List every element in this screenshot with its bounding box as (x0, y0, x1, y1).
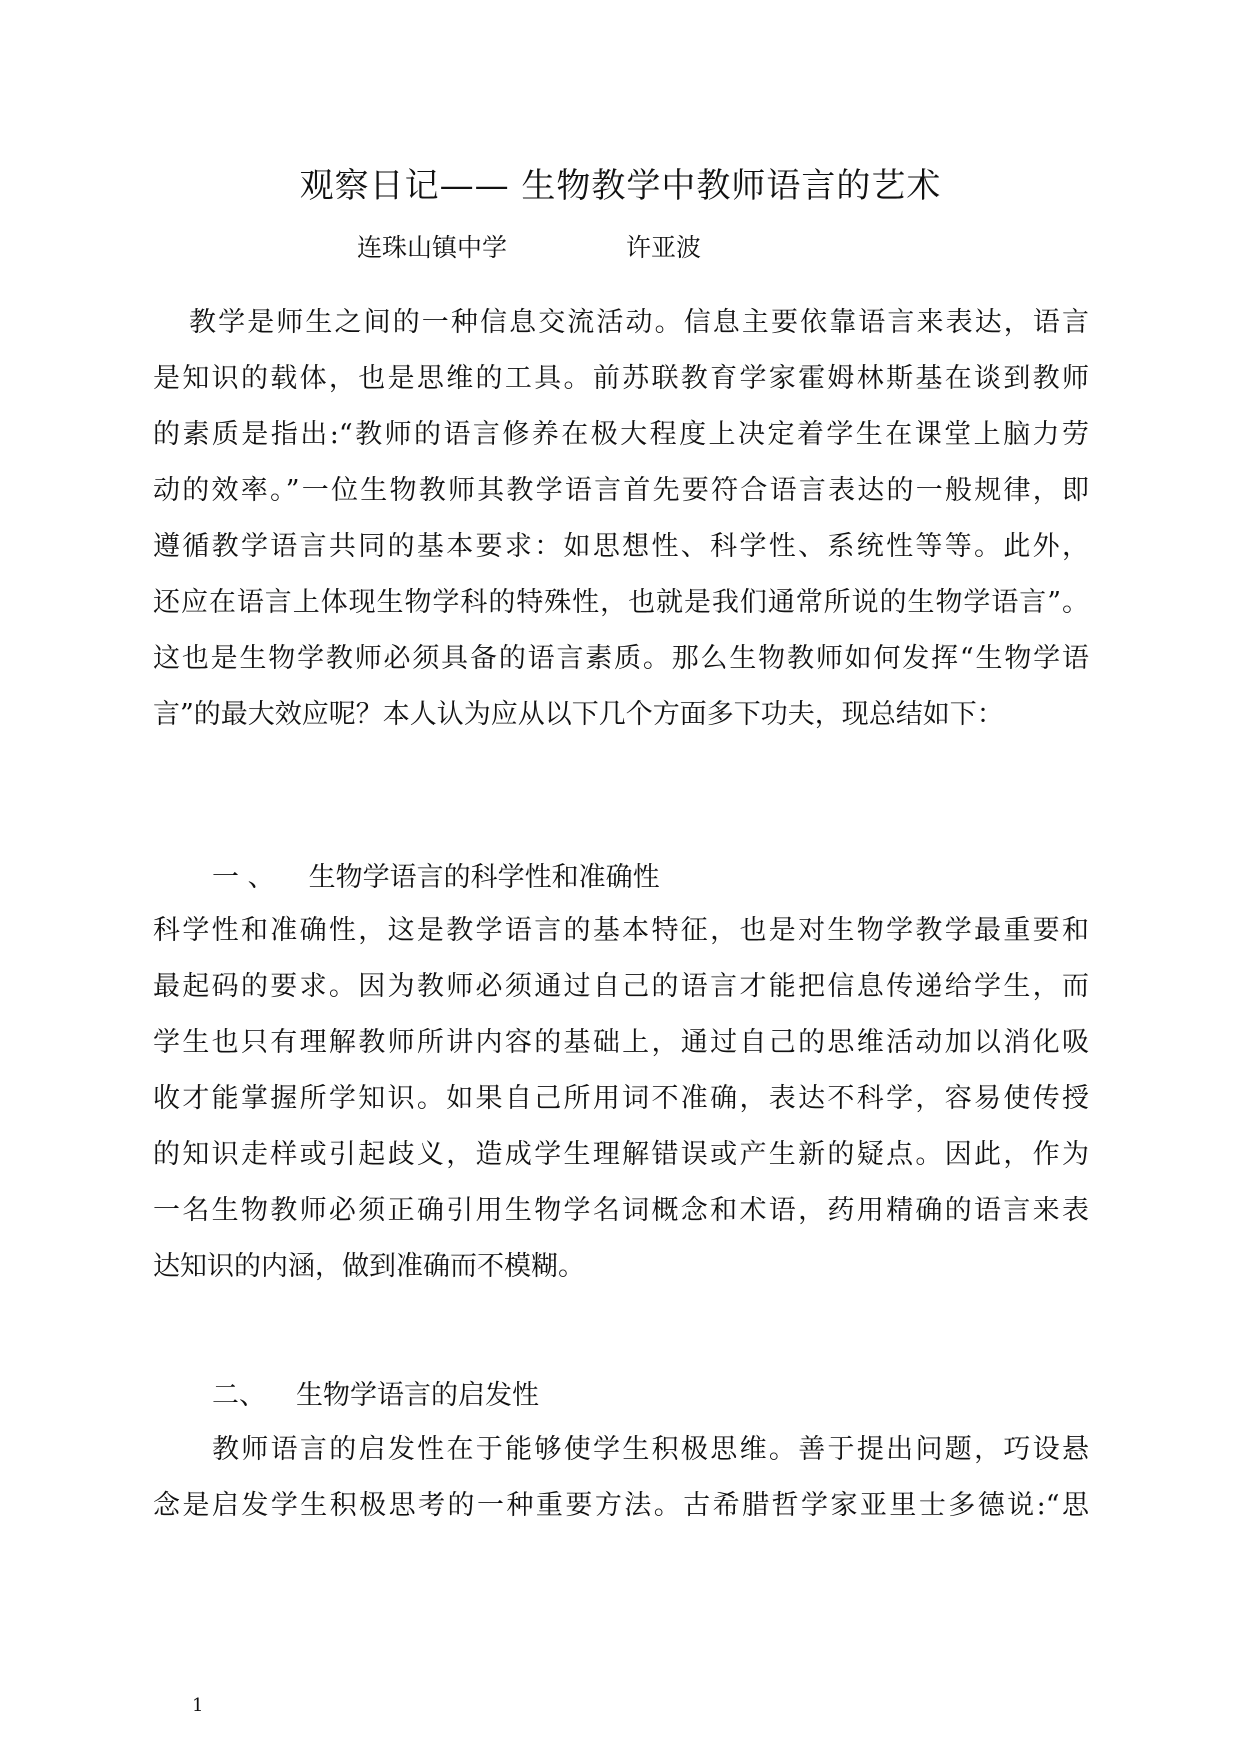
paragraph-2-line: 一名生物教师必须正确引用生物学名词概念和术语，药用精确的语言来表 (153, 1195, 1089, 1226)
paragraph-2-line: 科学性和准确性，这是教学语言的基本特征，也是对生物学教学最重要和 (153, 915, 1089, 946)
paragraph-1-line: 的素质是指出:“教师的语言修养在极大程度上决定着学生在课堂上脑力劳 (153, 419, 1089, 450)
paragraph-1-line: 这也是生物学教师必须具备的语言素质。那么生物教师如何发挥“生物学语 (153, 643, 1089, 674)
paragraph-1-line: 言”的最大效应呢？本人认为应从以下几个方面多下功夫，现总结如下： (153, 699, 1004, 730)
paragraph-2-line: 收才能掌握所学知识。如果自己所用词不准确，表达不科学，容易使传授 (153, 1083, 1089, 1114)
section-2-number: 二、 (212, 1380, 266, 1411)
paragraph-2-line: 的知识走样或引起歧义，造成学生理解错误或产生新的疑点。因此，作为 (153, 1139, 1089, 1170)
page-number: 1 (192, 1695, 204, 1716)
paragraph-1-line: 还应在语言上体现生物学科的特殊性，也就是我们通常所说的生物学语言”。 (153, 587, 1089, 618)
paragraph-1-line: 是知识的载体，也是思维的工具。前苏联教育学家霍姆林斯基在谈到教师 (153, 363, 1089, 394)
paragraph-1-line: 遵循教学语言共同的基本要求：如思想性、科学性、系统性等等。此外， (153, 531, 1089, 562)
paragraph-3-line: 念是启发学生积极思考的一种重要方法。古希腊哲学家亚里士多德说:“思 (153, 1490, 1089, 1521)
document-title: 观察日记—— 生物教学中教师语言的艺术 (299, 166, 942, 206)
section-2-title: 生物学语言的启发性 (296, 1380, 539, 1411)
paragraph-2-line: 学生也只有理解教师所讲内容的基础上，通过自己的思维活动加以消化吸 (153, 1027, 1089, 1058)
section-1-number: 一 、 (212, 862, 275, 893)
paragraph-2-line: 达知识的内涵，做到准确而不模糊。 (153, 1251, 585, 1282)
section-1-heading (212, 855, 660, 894)
paragraph-2-line: 最起码的要求。因为教师必须通过自己的语言才能把信息传递给学生，而 (153, 971, 1089, 1002)
author-name: 许亚波 (626, 233, 702, 262)
section-1-title: 生物学语言的科学性和准确性 (308, 862, 660, 893)
paragraph-1-line: 动的效率。”一位生物教师其教学语言首先要符合语言表达的一般规律，即 (153, 475, 1089, 506)
section-2-heading (212, 1373, 539, 1412)
author-school: 连珠山镇中学 (357, 233, 508, 262)
paragraph-1-line: 教学是师生之间的一种信息交流活动。信息主要依靠语言来表达，语言 (189, 307, 1089, 338)
paragraph-3-line: 教师语言的启发性在于能够使学生积极思维。善于提出问题，巧设悬 (212, 1434, 1089, 1465)
